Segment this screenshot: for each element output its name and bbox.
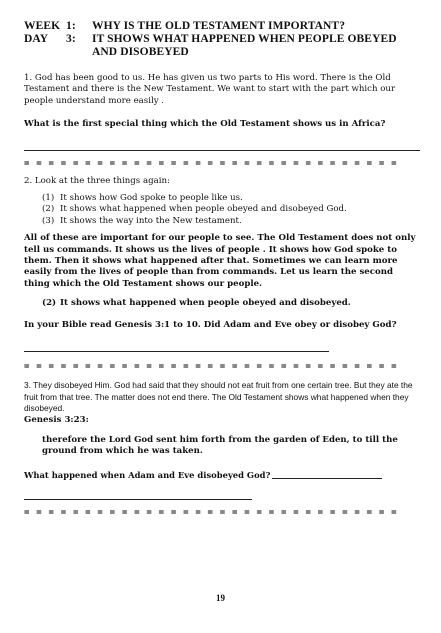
lesson-header xyxy=(24,20,420,59)
section-3-question-row xyxy=(24,470,420,481)
answer-line[interactable] xyxy=(272,478,382,479)
highlight-number: (2) xyxy=(42,298,57,309)
day-number: 3: xyxy=(66,33,76,45)
answer-line[interactable] xyxy=(24,351,329,352)
list-item xyxy=(42,193,420,204)
week-title: WHY IS THE OLD TESTAMENT IMPORTANT? xyxy=(92,20,346,32)
list-item xyxy=(42,216,420,227)
list-item-text: It shows what happened when people obeyed and disobeyed God. xyxy=(60,204,347,215)
list-item-number: (2) xyxy=(42,204,55,215)
highlight-text: It shows what happened when people obeyed and disobeyed. xyxy=(60,298,351,309)
week-number: 1: xyxy=(66,20,76,32)
answer-line[interactable] xyxy=(24,150,420,151)
scripture-quote: therefore the Lord God sent him forth from the garden of Eden, to till the ground from which he was taken. xyxy=(42,434,398,457)
day-title: IT SHOWS WHAT HAPPENED WHEN PEOPLE OBEYED xyxy=(92,33,397,45)
section-3-text: 3. They disobeyed Him. God had said that they should not eat fruit from one certain tree. But they ate the fruit from that tree. The matter does not end there. The Old Testament shows what happened when they disobeyed. xyxy=(24,380,413,413)
list-item-text: It shows how God spoke to people like us. xyxy=(60,193,243,204)
day-label: DAY xyxy=(24,33,49,45)
answer-line[interactable] xyxy=(24,499,252,500)
section-2-paragraph: All of these are important for our people to see. The Old Testament does not only tell us commands. It shows us the lives of people . It shows how God spoke to them. Then it shows what happened after that. Sometimes we can learn more easily from the lives of people than from commands. Let us learn the second thing which the Old Testament shows our people. xyxy=(24,233,416,289)
list-item-number: (1) xyxy=(42,193,55,204)
section-2-question: In your Bible read Genesis 3:1 to 10. Did Adam and Eve obey or disobey God? xyxy=(24,319,397,330)
worksheet-page xyxy=(24,20,420,518)
section-1-text: 1. God has been good to us. He has given us two parts to His word. There is the Old Testament and there is the New Testament. We want to start with the part which our people understand more easily . xyxy=(24,73,396,106)
section-3-question: What happened when Adam and Eve disobeyed God? xyxy=(24,469,271,480)
highlight-item xyxy=(24,298,420,309)
section-1-question: What is the first special thing which the Old Testament shows us in Africa? xyxy=(24,119,386,130)
dash-divider: = = = = = = = = = = = = = = = = = = = = = = = = = = = = = = = xyxy=(24,507,398,518)
page-number: 19 xyxy=(216,593,225,603)
week-label: WEEK xyxy=(24,20,61,32)
scripture-reference: Genesis 3:23: xyxy=(24,415,89,426)
dash-divider: = = = = = = = = = = = = = = = = = = = = = = = = = = = = = = = xyxy=(24,158,398,169)
list-item-text: It shows the way into the New testament. xyxy=(60,215,242,226)
day-title-continued: AND DISOBEYED xyxy=(92,46,189,58)
list-item xyxy=(42,204,420,215)
dash-divider: = = = = = = = = = = = = = = = = = = = = = = = = = = = = = = = xyxy=(24,362,398,373)
section-2-intro: 2. Look at the three things again: xyxy=(24,175,170,186)
list-item-number: (3) xyxy=(42,215,55,226)
three-things-list xyxy=(24,193,420,227)
